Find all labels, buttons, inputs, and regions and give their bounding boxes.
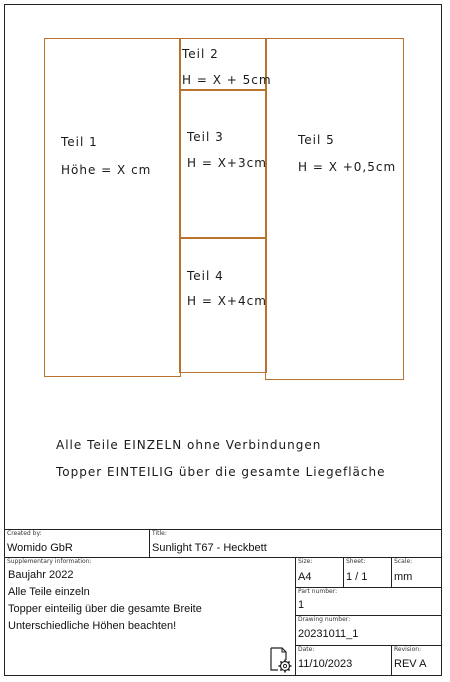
supplementary-caption: Supplementary information: <box>7 558 92 565</box>
drawing-number-value: 20231011_1 <box>298 628 359 640</box>
sheet-caption: Sheet: <box>346 558 366 565</box>
sheet-cell <box>343 557 392 588</box>
part-2-name: Teil 2 <box>182 47 219 61</box>
part-2-height: H = X + 5cm <box>182 73 272 87</box>
drawing-number-cell <box>295 615 442 646</box>
part-number-cell <box>295 587 442 616</box>
part-4-name: Teil 4 <box>187 269 224 283</box>
created-by-value: Womido GbR <box>7 542 73 554</box>
part-1-height: Höhe = X cm <box>61 163 152 177</box>
title-caption: Title: <box>152 530 167 537</box>
part-3-height: H = X+3cm <box>187 156 267 170</box>
revision-caption: Revision: <box>394 646 422 653</box>
size-cell <box>295 557 344 588</box>
supp-line-2: Alle Teile einzeln <box>8 586 90 598</box>
gear-document-icon <box>268 646 294 674</box>
date-cell <box>295 645 392 676</box>
part-number-value: 1 <box>298 599 305 611</box>
part-number-caption: Part number: <box>298 588 338 595</box>
scale-value: mm <box>394 571 413 583</box>
date-value: 11/10/2023 <box>298 658 353 670</box>
created-by-cell <box>4 529 150 558</box>
part-1-name: Teil 1 <box>61 135 98 149</box>
supp-line-1: Baujahr 2022 <box>8 569 74 581</box>
created-by-caption: Created by: <box>7 530 42 537</box>
part-5-name: Teil 5 <box>298 133 335 147</box>
size-caption: Size: <box>298 558 313 565</box>
note-topper-single-piece: Topper EINTEILIG über die gesamte Liegefläche <box>56 465 386 479</box>
supp-line-4: Unterschiedliche Höhen beachten! <box>8 620 177 632</box>
part-4-height: H = X+4cm <box>187 294 267 308</box>
scale-cell <box>391 557 442 588</box>
note-separate-parts: Alle Teile EINZELN ohne Verbindungen <box>56 438 322 452</box>
size-value: A4 <box>298 571 312 583</box>
title-cell <box>149 529 442 558</box>
part-3-name: Teil 3 <box>187 130 224 144</box>
date-caption: Date: <box>298 646 315 653</box>
supp-line-3: Topper einteilig über die gesamte Breite <box>8 603 202 615</box>
supplementary-info-cell <box>4 557 296 676</box>
scale-caption: Scale: <box>394 558 413 565</box>
title-value: Sunlight T67 - Heckbett <box>152 542 267 554</box>
drawing-number-caption: Drawing number: <box>298 616 351 623</box>
revision-value: REV A <box>394 658 427 670</box>
part-1-outline <box>44 38 181 377</box>
sheet-value: 1 / 1 <box>346 571 368 583</box>
part-5-outline <box>265 38 404 380</box>
part-5-height: H = X +0,5cm <box>298 160 397 174</box>
revision-cell <box>391 645 442 676</box>
